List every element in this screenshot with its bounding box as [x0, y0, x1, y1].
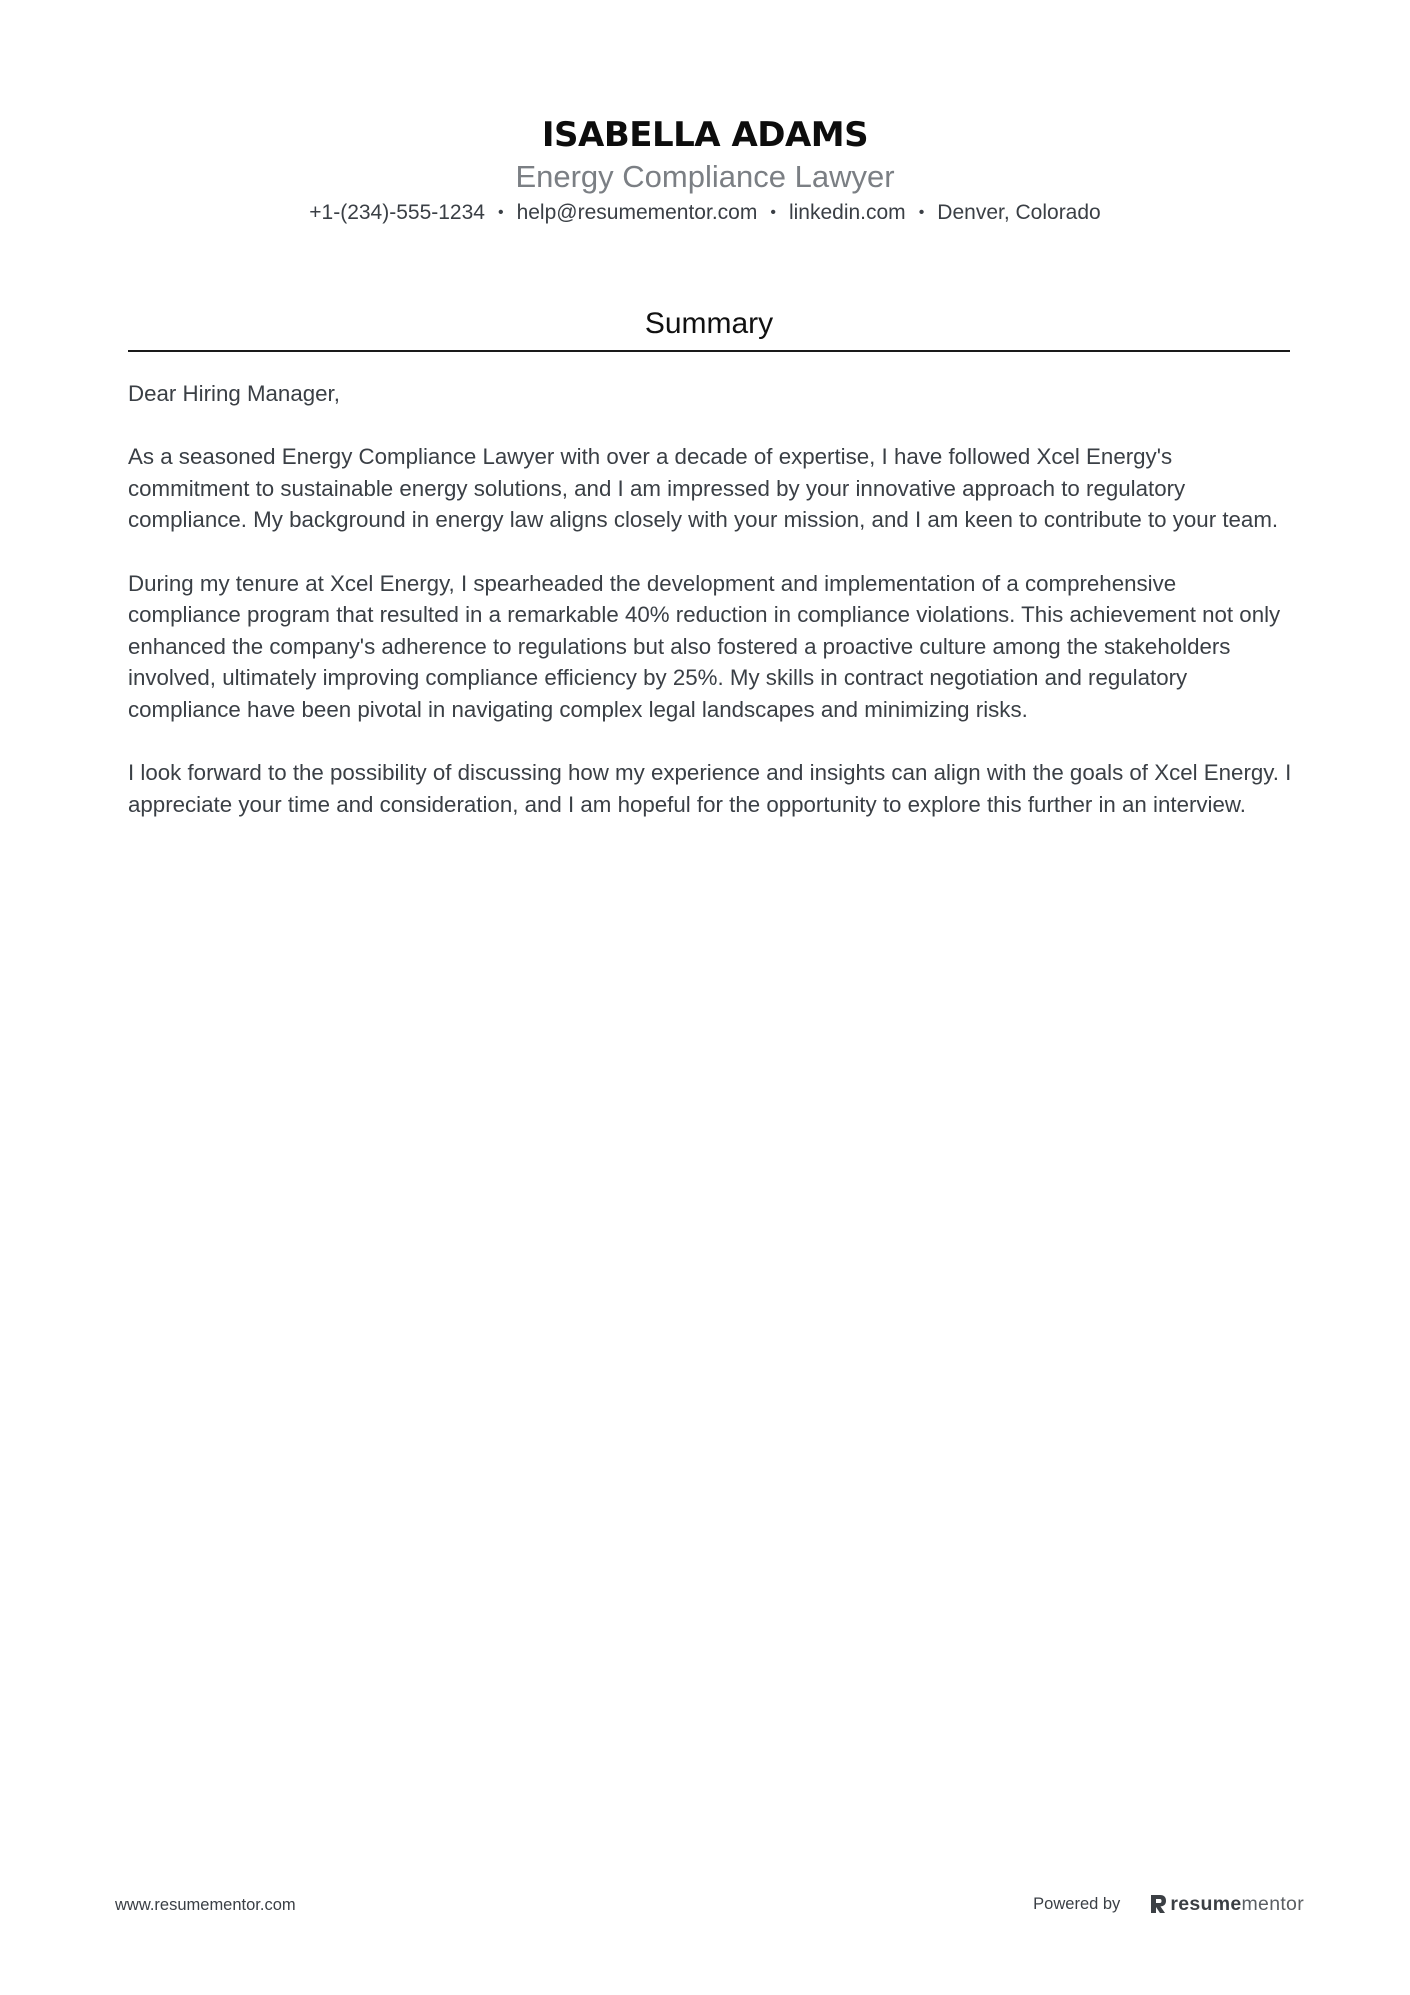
contact-website[interactable]: linkedin.com	[788, 201, 906, 224]
salutation: Dear Hiring Manager,	[128, 381, 340, 406]
contact-separator: •	[770, 204, 776, 221]
contact-phone: +1-(234)-555-1234	[309, 201, 485, 224]
contact-line	[0, 198, 1410, 228]
letter-paragraph: I look forward to the possibility of discussing how my experience and insights can align with the goals of Xcel Energy. I appreciate your time and consideration, and I am hopeful for the opportunity to explore this further in an interview.	[128, 760, 1292, 817]
section-divider	[128, 350, 1290, 352]
letter-paragraph: As a seasoned Energy Compliance Lawyer with over a decade of expertise, I have followed Xcel Energy's commitment to sustainable energy solutions, and I am impressed by your innovative approach to regulatory compliance. My background in energy law aligns closely with your mission, and I am keen to contribute to your team.	[128, 444, 1279, 533]
contact-separator: •	[918, 204, 925, 221]
contact-location: Denver, Colorado	[937, 201, 1101, 224]
resumementor-logo-icon	[1150, 1893, 1167, 1915]
footer-branding	[1033, 1891, 1304, 1917]
footer-website[interactable]: www.resumementor.com	[115, 1896, 296, 1914]
summary-section-title: Summary	[644, 307, 774, 340]
resume-header	[0, 112, 1410, 228]
cover-letter-body	[128, 378, 1294, 852]
letter-paragraph: During my tenure at Xcel Energy, I spearheaded the development and implementation of a comprehensive compliance program that resulted in a remarkable 40% reduction in compliance violations. This achievement not only enhanced the company's adherence to regulations but also fostered a proactive culture among the stakeholders involved, ultimately improving compliance efficiency by 25%. My skills in contract negotiation and regulatory compliance have been pivotal in navigating complex legal landscapes and minimizing risks.	[128, 570, 1281, 722]
contact-email[interactable]: help@resumementor.com	[516, 201, 758, 224]
powered-by-label: Powered by	[1033, 1894, 1121, 1913]
job-title: Energy Compliance Lawyer	[515, 159, 895, 194]
resumementor-logo-text: resumementor	[1170, 1893, 1304, 1915]
contact-separator: •	[497, 204, 504, 221]
candidate-name: ISABELLA ADAMS	[541, 115, 869, 155]
